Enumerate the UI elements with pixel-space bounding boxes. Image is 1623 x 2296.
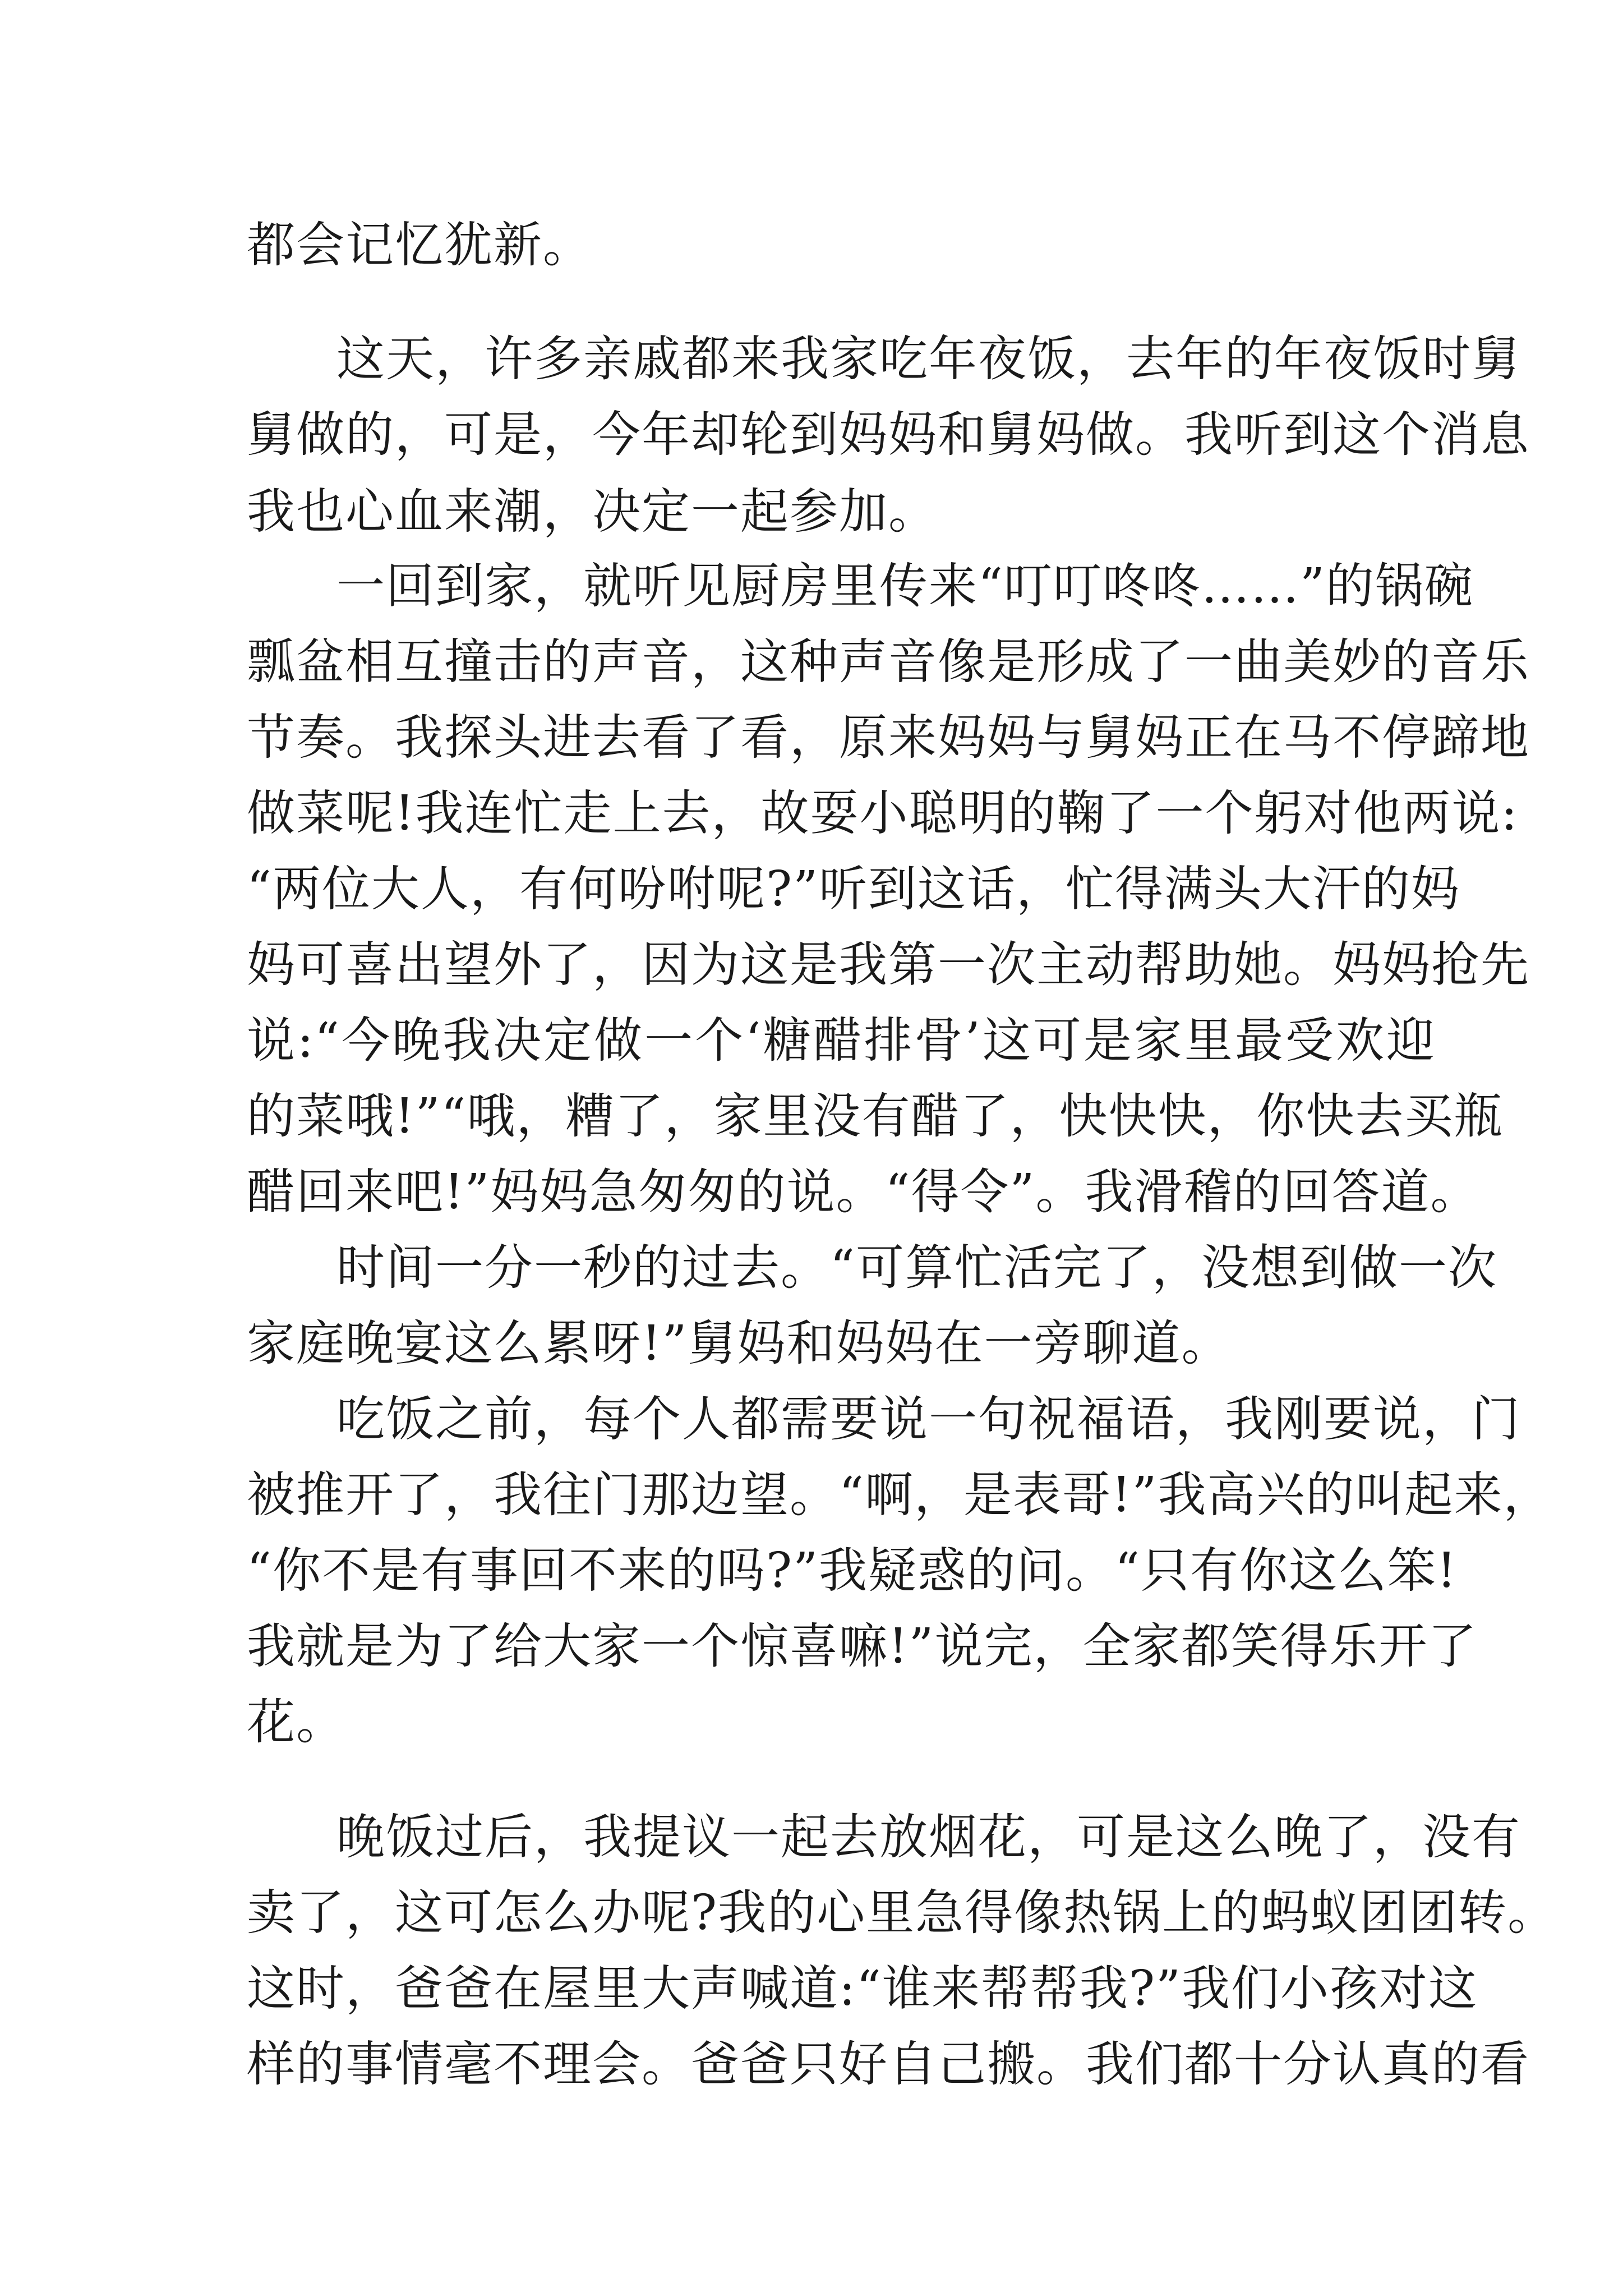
text-line: 我就是为了给大家一个惊喜嘛!”说完，全家都笑得乐开了	[247, 1618, 1478, 1674]
text-line: “你不是有事回不来的吗?”我疑惑的问。“只有你这么笨!	[247, 1543, 1458, 1599]
text-line: 瓢盆相互撞击的声音，这种声音像是形成了一曲美妙的音乐	[247, 634, 1530, 690]
text-line: 妈可喜出望外了，因为这是我第一次主动帮助她。妈妈抢先	[247, 937, 1530, 993]
text-line: 花。	[247, 1694, 345, 1750]
text-line: 吃饭之前，每个人都需要说一句祝福语，我刚要说，门	[336, 1391, 1521, 1447]
text-line: 的菜哦!”“哦，糟了，家里没有醋了，快快快，你快去买瓶	[247, 1088, 1504, 1144]
text-line: 说:“今晚我决定做一个‘糖醋排骨’这可是家里最受欢迎	[247, 1013, 1436, 1069]
text-line: 醋回来吧!”妈妈急匆匆的说。“得令”。我滑稽的回答道。	[247, 1164, 1480, 1220]
text-line: 我也心血来潮，决定一起参加。	[247, 484, 938, 540]
text-line: 一回到家，就听见厨房里传来“叮叮咚咚……”的锅碗	[336, 558, 1474, 614]
text-line: 这天，许多亲戚都来我家吃年夜饭，去年的年夜饭时舅	[336, 331, 1521, 387]
text-line: 样的事情毫不理会。爸爸只好自己搬。我们都十分认真的看	[247, 2036, 1530, 2092]
text-line: “两位大人，有何吩咐呢?”听到这话，忙得满头大汗的妈	[247, 861, 1461, 917]
text-line: 这时，爸爸在屋里大声喊道:“谁来帮帮我?”我们小孩对这	[247, 1961, 1478, 2017]
text-line: 节奏。我探头进去看了看，原来妈妈与舅妈正在马不停蹄地	[247, 710, 1530, 766]
text-line: 被推开了，我往门那边望。“啊，是表哥!”我高兴的叫起来，	[247, 1467, 1553, 1523]
text-line: 做菜呢!我连忙走上去，故耍小聪明的鞠了一个躬对他两说:	[247, 785, 1519, 841]
text-line: 舅做的，可是，今年却轮到妈妈和舅妈做。我听到这个消息	[247, 407, 1530, 463]
text-line: 都会记忆犹新。	[247, 217, 592, 273]
text-line: 家庭晚宴这么累呀!”舅妈和妈妈在一旁聊道。	[247, 1315, 1231, 1372]
text-line: 卖了，这可怎么办呢?我的心里急得像热锅上的蚂蚁团团转。	[247, 1885, 1557, 1941]
text-line: 晚饭过后，我提议一起去放烟花，可是这么晚了，没有	[336, 1809, 1521, 1865]
text-line: 时间一分一秒的过去。“可算忙活完了，没想到做一次	[336, 1240, 1497, 1296]
